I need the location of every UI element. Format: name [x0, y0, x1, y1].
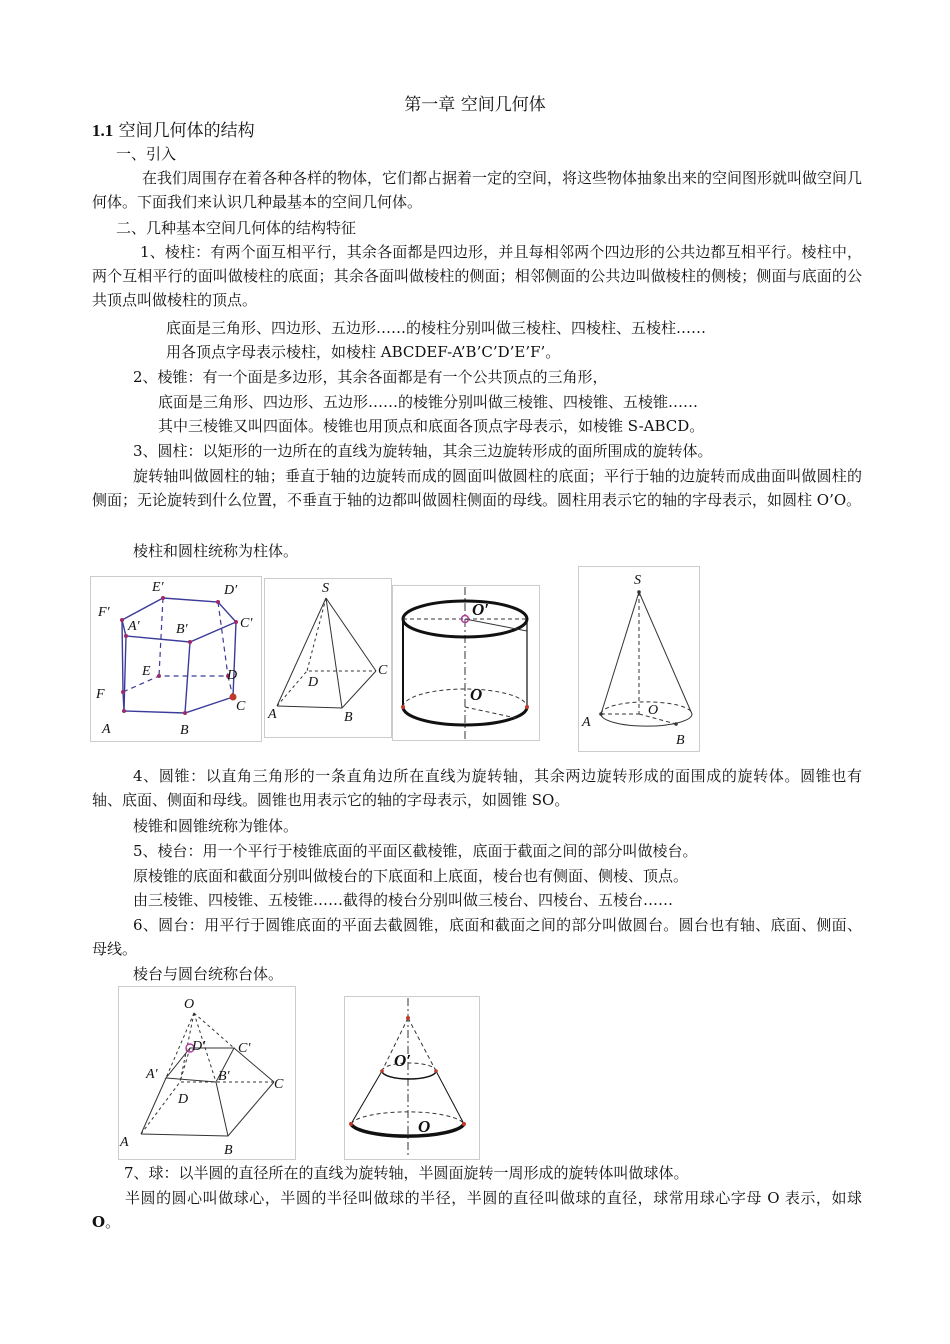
frustum-line-2: 由三棱锥、四棱锥、五棱锥……截得的棱台分别叫做三棱台、四棱台、五棱台…… [133, 891, 674, 909]
pyramid-frustum-figure [118, 986, 296, 1160]
label-o-prime: O′ [394, 1051, 412, 1070]
cones-note: 棱锥和圆锥统称为锥体。 [133, 817, 299, 835]
section-number: 1.1 [92, 121, 114, 140]
label-b: B [224, 1143, 233, 1158]
label-a: A [120, 1135, 129, 1150]
frustums-note: 棱台与圆台统称台体。 [133, 965, 284, 983]
cone-figure [578, 566, 700, 752]
label-a: A [582, 715, 591, 730]
prism-definition: 1、棱柱：有两个面互相平行，其余各面都是四边形，并且每相邻两个四边形的公共边都互相平行。棱柱中，两个互相平行的面叫做棱柱的底面；其余各面叫做棱柱的侧面；相邻侧面的公共边叫做棱柱的侧棱；侧面与底面的公共顶点叫做棱柱的顶点。 [92, 243, 862, 309]
label-d: D [227, 668, 238, 683]
label-c: C [378, 663, 388, 678]
label-b: B [676, 733, 685, 748]
label-e: E [142, 664, 151, 679]
label-a: A [268, 707, 277, 722]
section-title: 空间几何体的结构 [118, 121, 255, 141]
label-o: O [470, 685, 483, 704]
sphere-text: 半圆的圆心叫做球心，半圆的半径叫做球的半径，半圆的直径叫做球的直径，球常用球心字母 O 表示，如球 [125, 1189, 862, 1207]
label-o-prime: O′ [472, 600, 490, 619]
label-b-prime: B′ [218, 1069, 230, 1084]
cylinder-paragraph: 旋转轴叫做圆柱的轴；垂直于轴的边旋转而成的圆面叫做圆柱的底面；平行于轴的边旋转而成曲面叫做圆柱的侧面；无论旋转到什么位置，不垂直于轴的边都叫做圆柱侧面的母线。圆柱用表示它的轴的字母表示，如圆柱 O’O。 [92, 467, 862, 509]
circular-frustum-definition: 6、圆台：用平行于圆锥底面的平面去截圆锥，底面和截面之间的部分叫做圆台。圆台也有轴、底面、侧面、母线。 [92, 916, 862, 958]
cone-definition: 4、圆锥：以直角三角形的一条直角边所在直线为旋转轴，其余两边旋转形成的面围成的旋转体。圆锥也有轴、底面、侧面和母线。圆锥也用表示它的轴的字母表示，如圆锥 SO。 [92, 767, 862, 809]
sphere-letter: O [92, 1213, 106, 1231]
label-b-prime: B′ [176, 622, 188, 637]
label-c: C [236, 699, 246, 714]
label-f: F [96, 687, 105, 702]
prism-line-1: 底面是三角形、四边形、五边形……的棱柱分别叫做三棱柱、四棱柱、五棱柱…… [166, 319, 707, 337]
columns-note: 棱柱和圆柱统称为柱体。 [133, 542, 299, 560]
label-c: C [274, 1077, 284, 1092]
pyramid-line-2: 其中三棱锥又叫四面体。棱锥也用顶点和底面各顶点字母表示，如棱锥 S-ABCD。 [158, 417, 705, 435]
pyramid-figure [264, 578, 392, 738]
label-o: O [648, 703, 659, 718]
label-d: D [178, 1092, 189, 1107]
basic-heading: 二、几种基本空间几何体的结构特征 [116, 219, 357, 237]
frustum-definition: 5、棱台：用一个平行于棱锥底面的平面区截棱锥，底面于截面之间的部分叫做棱台。 [133, 842, 698, 860]
cylinder-figure [392, 585, 540, 741]
label-e-prime: E′ [152, 580, 164, 595]
circular-frustum-figure [344, 996, 480, 1160]
sphere-end: 。 [105, 1213, 121, 1231]
label-a-prime: A′ [128, 619, 140, 634]
intro-heading: 一、引入 [116, 145, 177, 163]
sphere-definition: 7、球：以半圆的直径所在的直线为旋转轴，半圆面旋转一周形成的旋转体叫做球体。 [124, 1164, 689, 1182]
label-c-prime: C′ [240, 616, 253, 631]
label-o: O [418, 1117, 431, 1136]
label-d-prime: D′ [192, 1039, 206, 1054]
label-s: S [634, 573, 641, 588]
hexagonal-prism-figure [90, 576, 262, 742]
section-heading [92, 116, 255, 141]
label-d: D [308, 675, 319, 690]
pyramid-line-1: 底面是三角形、四边形、五边形……的棱锥分别叫做三棱锥、四棱锥、五棱锥…… [158, 393, 699, 411]
label-c-prime: C′ [238, 1041, 251, 1056]
intro-paragraph: 在我们周围存在着各种各样的物体，它们都占据着一定的空间，将这些物体抽象出来的空间图形就叫做空间几何体。下面我们来认识几种最基本的空间几何体。 [92, 169, 863, 211]
sphere-paragraph [92, 1186, 862, 1234]
label-d-prime: D′ [224, 583, 238, 598]
prism-line-2: 用各顶点字母表示棱柱，如棱柱 ABCDEF-A’B’C’D’E’F’。 [166, 343, 561, 361]
label-b: B [344, 710, 353, 725]
label-b: B [180, 723, 189, 738]
label-s: S [322, 581, 329, 596]
chapter-title: 第一章 空间几何体 [404, 95, 546, 115]
label-f-prime: F′ [98, 605, 110, 620]
pyramid-definition: 2、棱锥：有一个面是多边形，其余各面都是有一个公共顶点的三角形， [133, 368, 608, 386]
label-a-prime: A′ [146, 1067, 158, 1082]
label-o: O [184, 997, 195, 1012]
cylinder-definition: 3、圆柱：以矩形的一边所在的直线为旋转轴，其余三边旋转形成的面所围成的旋转体。 [133, 442, 713, 460]
label-a: A [102, 722, 111, 737]
frustum-line-1: 原棱锥的底面和截面分别叫做棱台的下底面和上底面，棱台也有侧面、侧棱、顶点。 [133, 867, 689, 885]
